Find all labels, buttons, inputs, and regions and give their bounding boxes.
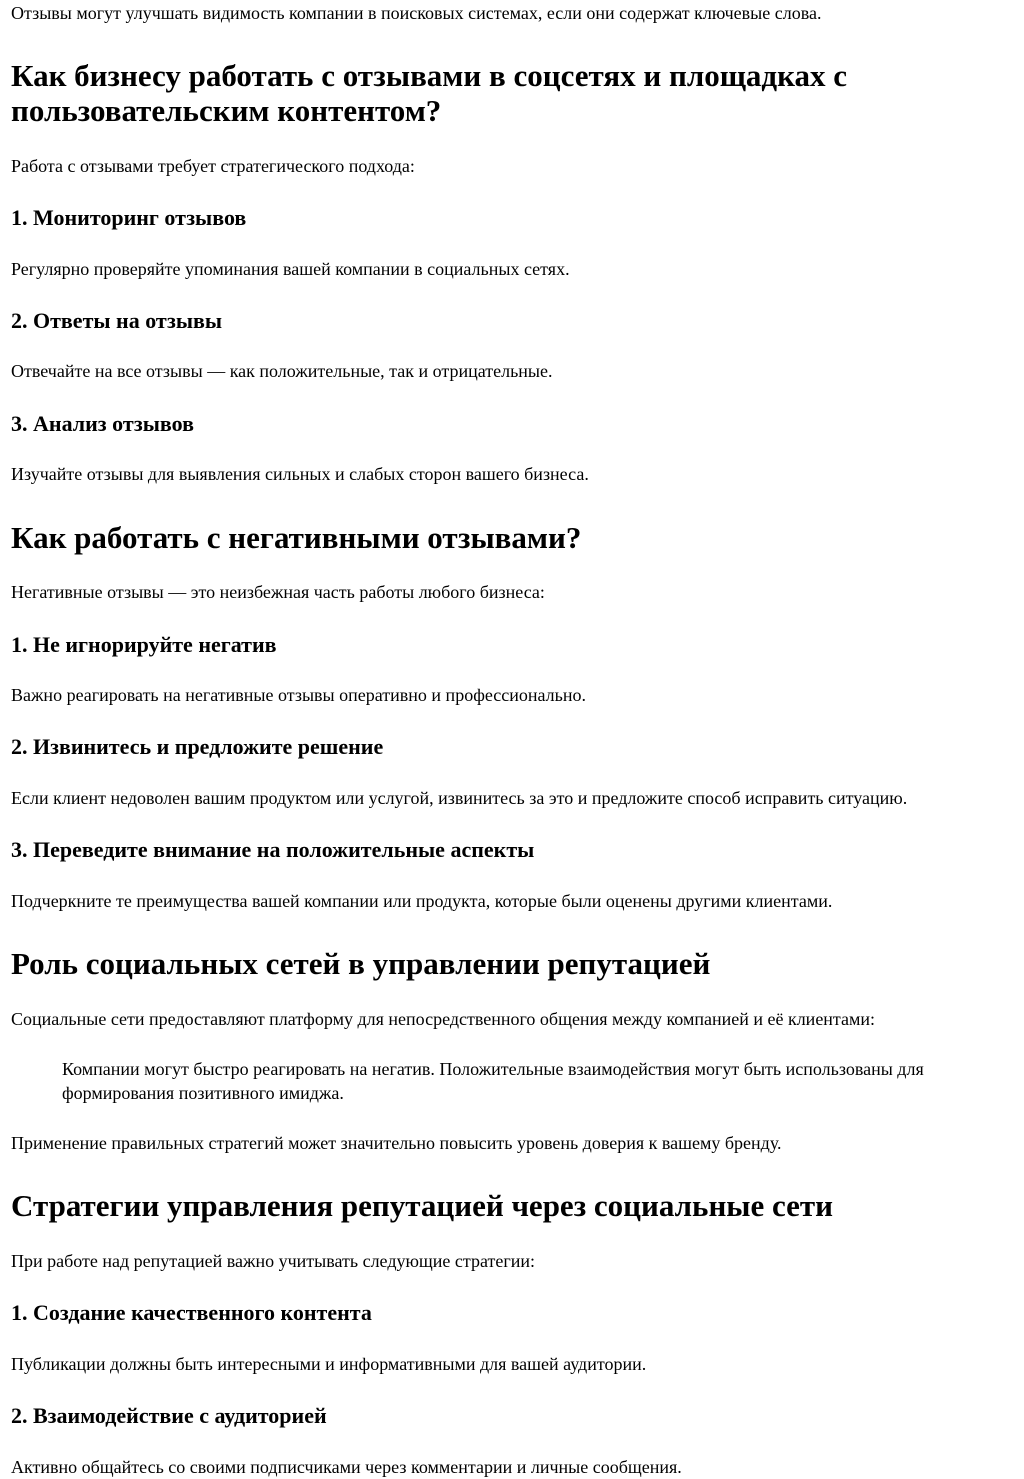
item-text: Важно реагировать на негативные отзывы оперативно и профессионально. (11, 685, 587, 706)
section-heading: Как работать с негативными отзывами? (11, 519, 582, 555)
item-title: 2. Ответы на отзывы (11, 308, 223, 333)
section-heading: Как бизнесу работать с отзывами в соцсетях и площадках с пользовательским контентом? (11, 58, 848, 129)
item-title: 1. Создание качественного контента (11, 1300, 372, 1326)
intro-paragraph: Отзывы могут улучшать видимость компании в поисковых системах, если они содержат ключевые слова. (11, 3, 822, 23)
item-text: Подчеркните те преимущества вашей компании или продукта, которые были оценены другими клиентами. (11, 890, 833, 911)
quote-block: Компании могут быстро реагировать на негатив. Положительные взаимодействия могут быть использованы для формирования позитивного имиджа. (62, 1059, 924, 1103)
section-intro: Негативные отзывы — это неизбежная часть работы любого бизнеса: (11, 582, 545, 603)
item-text: Публикации должны быть интересными и информативными для вашей аудитории. (11, 1353, 647, 1374)
section-outro: Применение правильных стратегий может значительно повысить уровень доверия к вашему бренду. (11, 1132, 782, 1153)
item-title: 3. Переведите внимание на положительные аспекты (11, 837, 535, 863)
item-text: Активно общайтесь со своими подписчиками через комментарии и личные сообщения. (11, 1456, 682, 1477)
item-title: 2. Извинитесь и предложите решение (11, 734, 384, 760)
section-intro: При работе над репутацией важно учитывать следующие стратегии: (11, 1251, 536, 1272)
item-text: Отвечайте на все отзывы — как положительные, так и отрицательные. (11, 361, 553, 382)
item-title: 1. Не игнорируйте негатив (11, 631, 277, 657)
item-title: 2. Взаимодействие с аудиторией (11, 1403, 327, 1429)
section-heading: Стратегии управления репутацией через социальные сети (11, 1188, 833, 1224)
section-intro: Работа с отзывами требует стратегического подхода: (11, 155, 415, 176)
article (0, 2, 1024, 1479)
section-intro: Социальные сети предоставляют платформу для непосредственного общения между компанией и её клиентами: (11, 1008, 876, 1029)
section-heading: Роль социальных сетей в управлении репутацией (11, 946, 711, 982)
item-title: 3. Анализ отзывов (11, 410, 194, 436)
item-title: 1. Мониторинг отзывов (11, 205, 247, 231)
item-text: Если клиент недоволен вашим продуктом или услугой, извинитесь за это и предложите способ исправить ситуацию. (11, 787, 908, 808)
item-text: Изучайте отзывы для выявления сильных и слабых сторон вашего бизнеса. (11, 464, 589, 485)
item-text: Регулярно проверяйте упоминания вашей компании в социальных сетях. (11, 258, 570, 279)
